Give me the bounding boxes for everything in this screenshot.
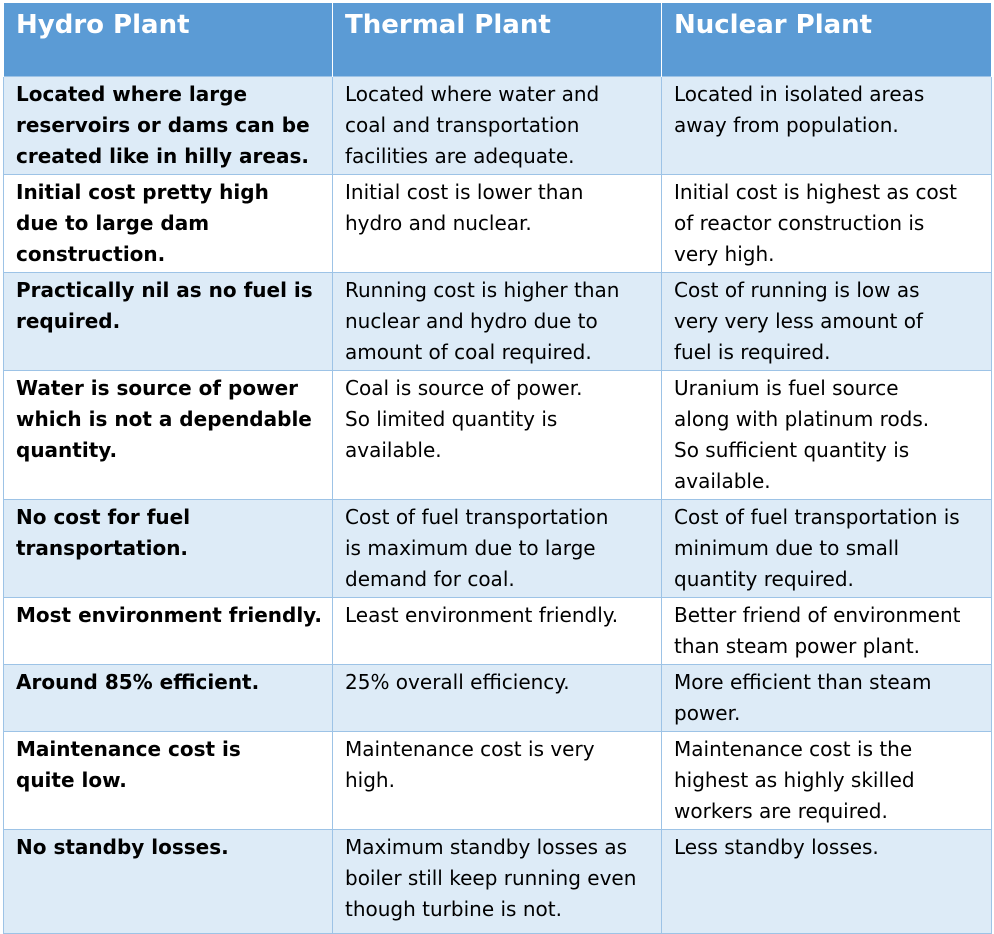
table-row — [4, 499, 992, 597]
cell-thermal: Least environment friendly. — [333, 597, 662, 664]
cell-nuclear: Initial cost is highest as cost of reactor construction is very high. — [662, 174, 992, 272]
header-row — [4, 3, 992, 76]
cell-hydro: Water is source of power which is not a dependable quantity. — [4, 370, 333, 499]
header-thermal: Thermal Plant — [333, 3, 662, 76]
cell-thermal: Initial cost is lower than hydro and nuclear. — [333, 174, 662, 272]
header-nuclear: Nuclear Plant — [662, 3, 992, 76]
table-row — [4, 272, 992, 370]
cell-hydro: No standby losses. — [4, 829, 333, 933]
cell-hydro: Most environment friendly. — [4, 597, 333, 664]
cell-hydro: Initial cost pretty high due to large dam construction. — [4, 174, 333, 272]
cell-nuclear: Maintenance cost is the highest as highly skilled workers are required. — [662, 731, 992, 829]
cell-thermal: Maximum standby losses as boiler still keep running even though turbine is not. — [333, 829, 662, 933]
cell-nuclear: Cost of fuel transportation is minimum due to small quantity required. — [662, 499, 992, 597]
table-row — [4, 664, 992, 731]
table-row — [4, 731, 992, 829]
cell-nuclear: Better friend of environment than steam power plant. — [662, 597, 992, 664]
cell-hydro: Located where large reservoirs or dams can be created like in hilly areas. — [4, 76, 333, 174]
table-row — [4, 829, 992, 933]
cell-hydro: No cost for fuel transportation. — [4, 499, 333, 597]
cell-nuclear: Located in isolated areas away from population. — [662, 76, 992, 174]
cell-hydro: Maintenance cost is quite low. — [4, 731, 333, 829]
table-row — [4, 597, 992, 664]
cell-hydro: Practically nil as no fuel is required. — [4, 272, 333, 370]
table-row — [4, 174, 992, 272]
cell-thermal: 25% overall efficiency. — [333, 664, 662, 731]
table-row — [4, 370, 992, 499]
cell-nuclear: Less standby losses. — [662, 829, 992, 933]
cell-thermal: Maintenance cost is very high. — [333, 731, 662, 829]
cell-nuclear: More efficient than steam power. — [662, 664, 992, 731]
cell-hydro: Around 85% efficient. — [4, 664, 333, 731]
table-row — [4, 76, 992, 174]
cell-nuclear: Cost of running is low as very very less amount of fuel is required. — [662, 272, 992, 370]
cell-thermal: Cost of fuel transportation is maximum due to large demand for coal. — [333, 499, 662, 597]
cell-thermal: Running cost is higher than nuclear and hydro due to amount of coal required. — [333, 272, 662, 370]
header-hydro: Hydro Plant — [4, 3, 333, 76]
cell-thermal: Coal is source of power. So limited quantity is available. — [333, 370, 662, 499]
cell-thermal: Located where water and coal and transportation facilities are adequate. — [333, 76, 662, 174]
comparison-table — [3, 3, 992, 934]
cell-nuclear: Uranium is fuel source along with platinum rods. So sufficient quantity is available. — [662, 370, 992, 499]
